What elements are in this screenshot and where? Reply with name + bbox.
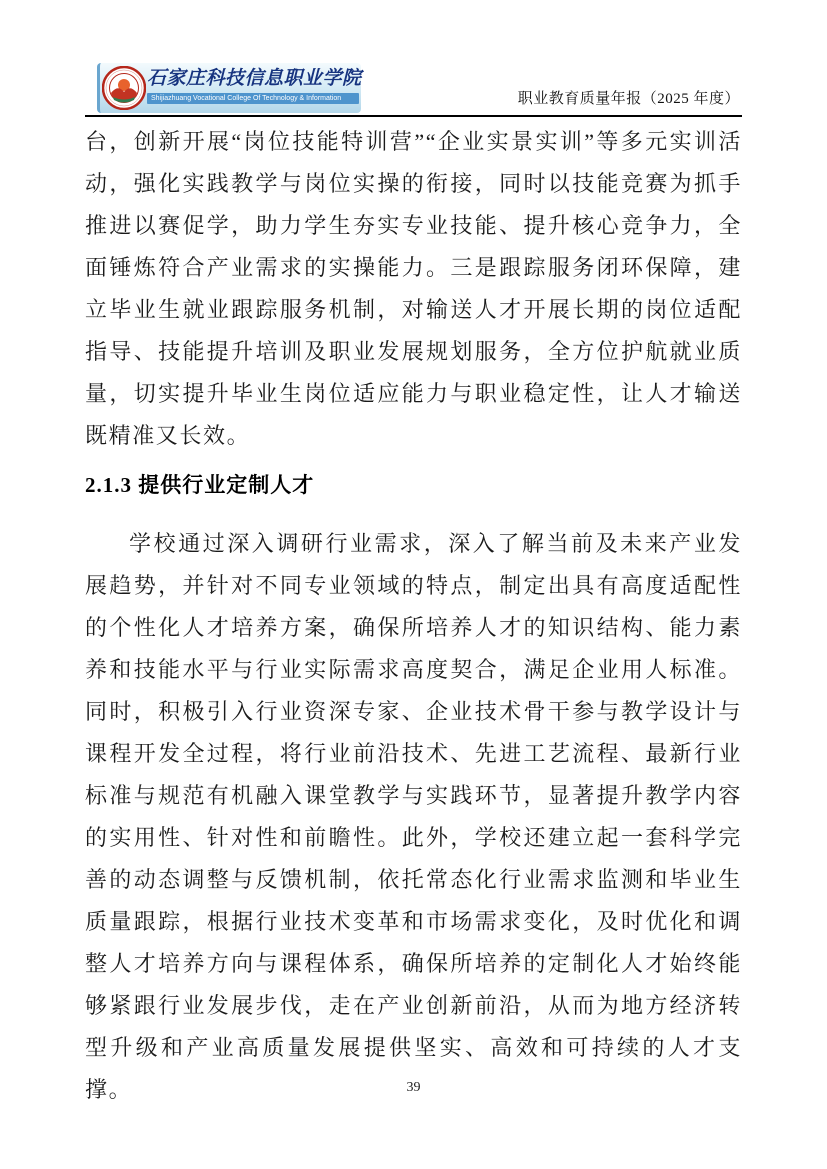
college-emblem-icon [102,66,146,110]
college-logo-text [147,67,362,104]
paragraph-continuation: 台，创新开展“岗位技能特训营”“企业实景实训”等多元实训活动，强化实践教学与岗位实操的衔接，同时以技能竞赛为抓手推进以赛促学，助力学生夯实专业技能、提升核心竞争力，全面锤炼符合产业需求的实操能力。三是跟踪服务闭环保障，建立毕业生就业跟踪服务机制，对输送人才开展长期的岗位适配指导、技能提升培训及职业发展规划服务，全方位护航就业质量，切实提升毕业生岗位适应能力与职业稳定性，让人才输送既精准又长效。 [85,129,742,448]
document-body [85,121,742,1111]
report-title: 职业教育质量年报（2025 年度） [517,91,740,107]
header-divider [85,115,742,117]
college-logo [97,63,361,113]
section-heading-2-1-3: 2.1.3 提供行业定制人才 [85,473,315,497]
college-name-zh: 石家庄科技信息职业学院 [147,68,362,89]
college-name-en: Shijiazhuang Vocational College Of Technology & Information [147,93,359,104]
page-header [85,62,742,114]
page-number: 39 [406,1080,421,1095]
paragraph-industry-custom-talent: 学校通过深入调研行业需求，深入了解当前及未来产业发展趋势，并针对不同专业领域的特点，制定出具有高度适配性的个性化人才培养方案，确保所培养人才的知识结构、能力素养和技能水平与行业实际需求高度契合，满足企业用人标准。同时，积极引入行业资深专家、企业技术骨干参与教学设计与课程开发全过程，将行业前沿技术、先进工艺流程、最新行业标准与规范有机融入课堂教学与实践环节，显著提升教学内容的实用性、针对性和前瞻性。此外，学校还建立起一套科学完善的动态调整与反馈机制，依托常态化行业需求监测和毕业生质量跟踪，根据行业技术变革和市场需求变化，及时优化和调整人才培养方向与课程体系，确保所培养的定制化人才始终能够紧跟行业发展步伐，走在产业创新前沿，从而为地方经济转型升级和产业高质量发展提供坚实、高效和可持续的人才支撑。 [85,531,742,1102]
